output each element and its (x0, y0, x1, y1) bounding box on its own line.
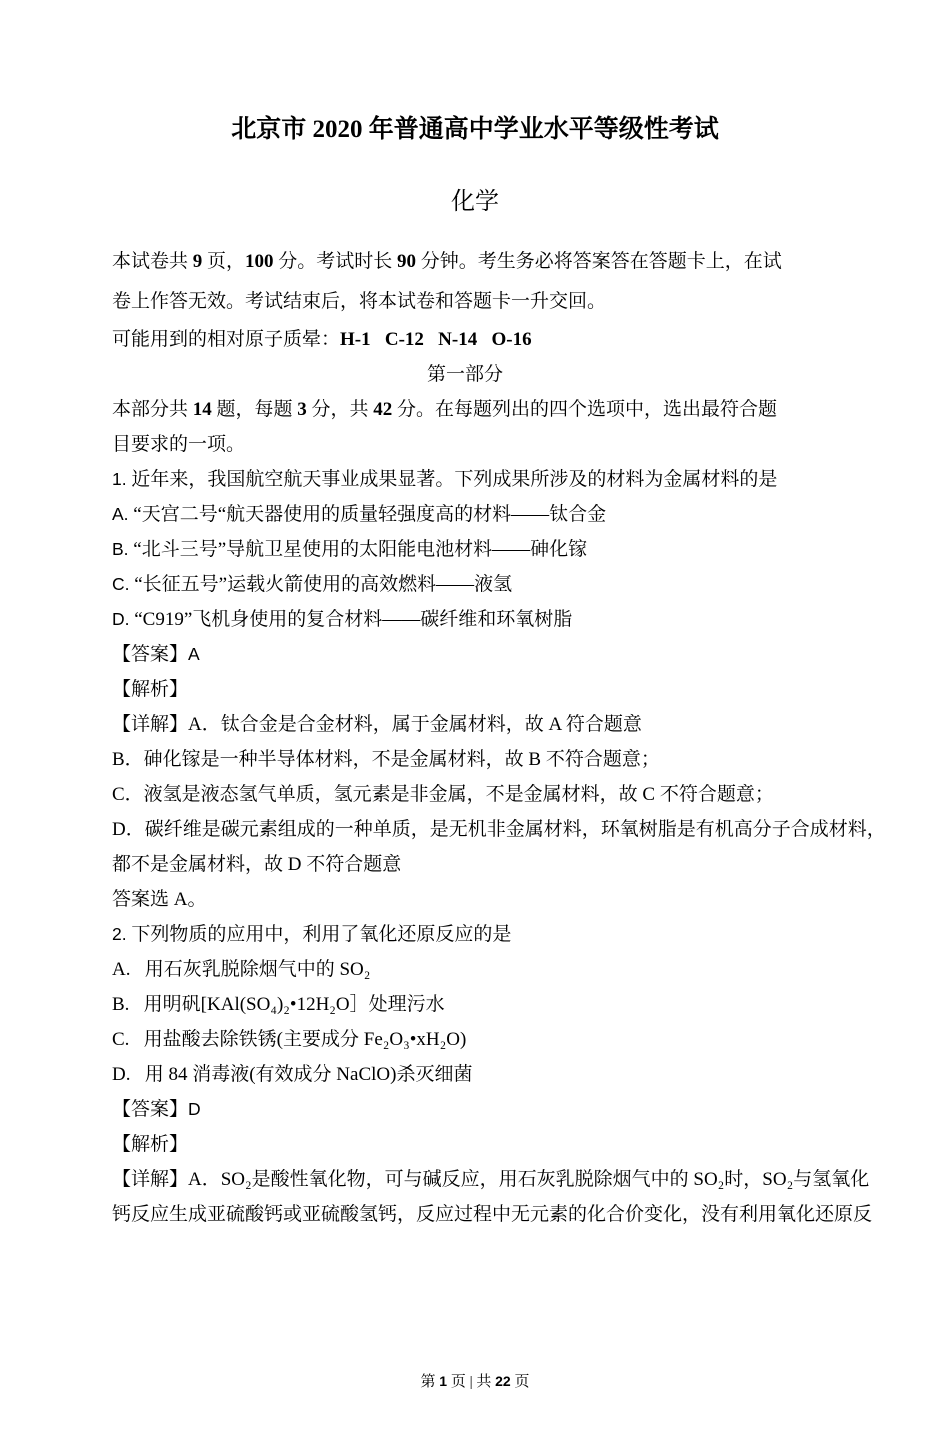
instruction-line-1 (112, 392, 818, 427)
text-run: “天宫二号“航天器使用的质量轻强度高的材料——钛合金 (128, 504, 607, 525)
q1-stem (112, 462, 818, 497)
text-run: C. 用盐酸去除铁锈(主要成分 Fe₂O₃•xH₂O) (112, 1029, 467, 1050)
q2-option-b (112, 987, 818, 1022)
text-run: 14 (192, 399, 212, 420)
text-run: 分钟。考生务必将答案答在答题卡上，在试 (416, 251, 782, 272)
text-run: 本试卷共 (112, 251, 193, 272)
q1-detail-d-line-1 (112, 812, 886, 847)
q2-answer (112, 1092, 818, 1127)
text-run: 【答案】 (112, 644, 189, 665)
text-run: 卷上作答无效。考试结束后，将本试卷和答题卡一升交回。 (112, 291, 607, 312)
text-run: C. (112, 574, 130, 594)
text-run: 本部分共 (112, 399, 193, 420)
text-run: 90 (397, 251, 417, 272)
q1-option-b (112, 532, 818, 567)
text-run: 100 (245, 251, 274, 272)
instruction-line-2 (112, 427, 818, 462)
text-run: 22 (495, 1373, 511, 1389)
text-run: B. 用明矾[KAl(SO₄)₂•12H₂O］处理污水 (112, 994, 445, 1015)
q2-analysis-label (112, 1127, 818, 1162)
text-run: 3 (297, 399, 307, 420)
text-run: 42 (373, 399, 393, 420)
text-run: 页 | 共 (447, 1374, 496, 1390)
text-run: 都不是金属材料，故 D 不符合题意 (112, 854, 402, 875)
q1-detail-b (112, 742, 818, 777)
q1-conclusion (112, 882, 818, 917)
notice-line-2 (112, 282, 818, 322)
text-run: 可能用到的相对原子质晕： (112, 329, 341, 350)
text-run: H-1 C-12 N-14 O-16 (340, 329, 532, 350)
text-run: “长征五号”运载火箭使用的高效燃料——液氢 (129, 574, 513, 595)
q1-detail-c (112, 777, 818, 812)
q1-detail-d-line-2 (112, 847, 818, 882)
text-run: “C919”飞机身使用的复合材料——碳纤维和环氧树脂 (129, 609, 573, 630)
page-footer (0, 1371, 950, 1392)
text-run: A. (112, 504, 129, 524)
part-one-heading (112, 357, 818, 392)
text-run: A (188, 644, 200, 664)
q1-analysis-label (112, 672, 818, 707)
text-run: 2. (112, 924, 127, 944)
q2-detail-a-line-2 (112, 1197, 873, 1232)
text-run: 分。考试时长 (273, 251, 398, 272)
notice-line-1 (112, 242, 818, 282)
text-run: 下列物质的应用中，利用了氧化还原反应的是 (126, 924, 512, 945)
text-run: 【详解】A．钛合金是合金材料，属于金属材料，故 A 符合题意 (112, 714, 642, 735)
text-run: 【详解】A．SO₂是酸性氧化物，可与碱反应，用石灰乳脱除烟气中的 SO₂时，SO₂与氢氧化 (112, 1169, 870, 1190)
text-run: B. (112, 539, 129, 559)
text-run: 钙反应生成亚硫酸钙或亚硫酸氢钙，反应过程中无元素的化合价变化，没有利用氧化还原反 (112, 1204, 873, 1225)
atomic-mass-line (112, 322, 818, 357)
text-run: 页 (510, 1374, 530, 1390)
text-run: 题，每题 (211, 399, 298, 420)
text-run: D. (112, 609, 130, 629)
text-run: 分，共 (306, 399, 374, 420)
text-run: 第 (420, 1374, 440, 1390)
text-run: 1 (439, 1373, 448, 1389)
document-body (112, 242, 886, 1232)
q1-option-d (112, 602, 818, 637)
page-title: 北京市 2020 年普通高中学业水平等级性考试 (231, 116, 719, 143)
q1-detail-a (112, 707, 818, 742)
text-run: 近年来，我国航空航天事业成果显著。下列成果所涉及的材料为金属材料的是 (126, 469, 778, 490)
q2-option-d (112, 1057, 818, 1092)
text-run: 1. (112, 469, 127, 489)
text-run: 【答案】 (112, 1099, 189, 1120)
text-run: C．液氢是液态氢气单质，氢元素是非金属，不是金属材料，故 C 不符合题意； (112, 784, 774, 805)
q2-option-a (112, 952, 818, 987)
q1-answer (112, 637, 818, 672)
text-run: D．碳纤维是碳元素组成的一种单质，是无机非金属材料，环氧树脂是有机高分子合成材料， (112, 819, 886, 840)
text-run: D. 用 84 消毒液(有效成分 NaClO)杀灭细菌 (112, 1064, 473, 1085)
text-run: 第一部分 (426, 364, 503, 385)
text-run: 目要求的一项。 (112, 434, 246, 455)
page-subtitle: 化学 (451, 189, 499, 215)
text-run: B．砷化镓是一种半导体材料，不是金属材料，故 B 不符合题意； (112, 749, 660, 770)
text-run: 【解析】 (112, 1134, 189, 1155)
q2-detail-a-line-1 (112, 1162, 870, 1197)
document-page (0, 112, 950, 1456)
q1-option-c (112, 567, 818, 602)
text-run: 9 (192, 251, 203, 272)
q2-option-c (112, 1022, 818, 1057)
q2-stem (112, 917, 818, 952)
text-run: 答案选 A。 (112, 889, 207, 910)
text-run: “北斗三号”导航卫星使用的太阳能电池材料——砷化镓 (128, 539, 588, 560)
text-run: 【解析】 (112, 679, 189, 700)
q1-option-a (112, 497, 818, 532)
text-run: 分。在每题列出的四个选项中，选出最符合题 (392, 399, 778, 420)
text-run: A. 用石灰乳脱除烟气中的 SO₂ (112, 959, 371, 980)
text-run: D (188, 1099, 201, 1119)
text-run: 页， (202, 251, 246, 272)
